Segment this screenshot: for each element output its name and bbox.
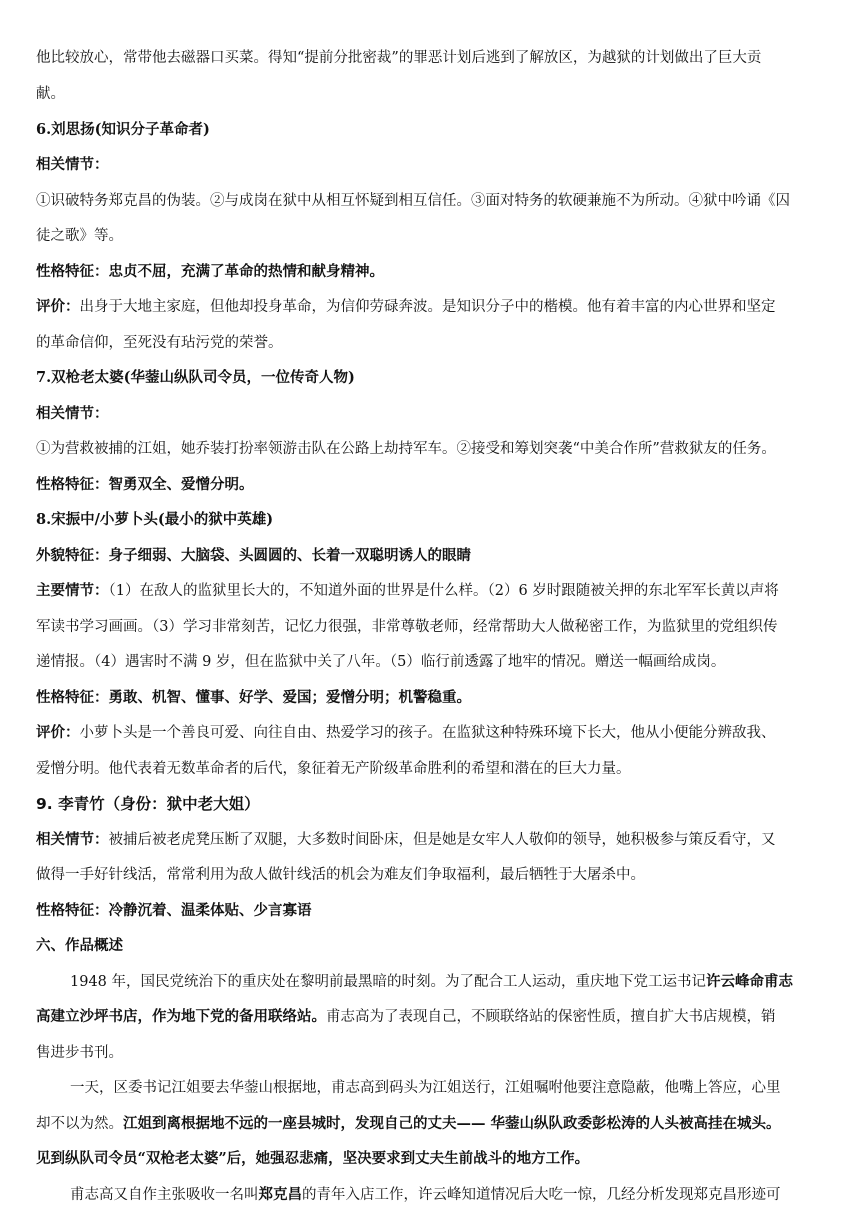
paragraph-line: 售进步书刊。 bbox=[36, 1045, 123, 1061]
inline-text: 1948 年，国民党统治下的重庆处在黎明前最黑暗的时刻。为了配合工人运动，重庆地下党工运书记 bbox=[70, 974, 707, 990]
paragraph-line: ①识破特务郑克昌的伪装。②与成岗在狱中从相互怀疑到相互信任。③面对特务的软硬兼施不为所动。④狱中吟诵《囚 bbox=[36, 193, 790, 209]
paragraph-line: 徒之歌》等。 bbox=[36, 228, 123, 244]
inline-label: 相关情节： bbox=[36, 831, 109, 848]
paragraph-line: ①为营救被捕的江姐，她乔装打扮率领游击队在公路上劫持军车。②接受和筹划突袭“中美合作所”营救狱友的任务。 bbox=[36, 441, 776, 457]
paragraph-line bbox=[36, 830, 824, 850]
inline-emphasis: 许云峰命甫志 bbox=[706, 973, 794, 990]
paragraph-line bbox=[36, 297, 824, 317]
inline-text: 被捕后被老虎凳压断了双腿，大多数时间卧床，但是她是女牢人人敬仰的领导，她积极参与策反看守，又 bbox=[108, 832, 776, 848]
inline-emphasis: 高建立沙坪书店，作为地下党的备用联络站。 bbox=[36, 1008, 326, 1025]
paragraph-line bbox=[36, 581, 824, 601]
inline-text: （1）在敌人的监狱里长大的，不知道外面的世界是什么样。（2）6 岁时跟随被关押的东北军军长黄以声将 bbox=[108, 583, 779, 599]
label-line: 相关情节： bbox=[36, 156, 109, 173]
inline-label: 评价： bbox=[36, 298, 80, 315]
chapter-heading: 六、作品概述 bbox=[36, 937, 123, 954]
paragraph-line: 他比较放心，常带他去磁器口买菜。得知“提前分批密裁”的罪恶计划后逃到了解放区，为越狱的计划做出了巨大贡 bbox=[36, 50, 762, 66]
paragraph-line: 爱憎分明。他代表着无数革命者的后代，象征着无产阶级革命胜利的希望和潜在的巨大力量。 bbox=[36, 761, 631, 777]
section-heading: 9. 李青竹（身份：狱中老大姐） bbox=[36, 795, 260, 813]
paragraph-line bbox=[70, 972, 824, 992]
inline-text: 却不以为然。 bbox=[36, 1116, 123, 1132]
trait-line: 性格特征：忠贞不屈，充满了革命的热情和献身精神。 bbox=[36, 263, 384, 280]
label-line: 相关情节： bbox=[36, 405, 109, 422]
inline-text: 出身于大地主家庭，但他却投身革命，为信仰劳碌奔波。是知识分子中的楷模。他有着丰富的内心世界和坚定 bbox=[79, 299, 776, 315]
paragraph-line: 一天，区委书记江姐要去华蓥山根据地，甫志高到码头为江姐送行，江姐嘱咐他要注意隐蔽，他嘴上答应，心里 bbox=[70, 1080, 781, 1096]
trait-line: 性格特征：勇敢、机智、懂事、好学、爱国；爱憎分明；机警稳重。 bbox=[36, 689, 471, 706]
paragraph-line bbox=[36, 723, 824, 743]
paragraph-line: 做得一手好针线活，常常利用为敌人做针线活的机会为难友们争取福利，最后牺牲于大屠杀中。 bbox=[36, 867, 645, 883]
inline-text: 的青年入店工作，许云峰知道情况后大吃一惊，几经分析发现郑克昌形迹可 bbox=[302, 1187, 781, 1203]
section-heading: 6.刘思扬(知识分子革命者) bbox=[36, 121, 210, 138]
paragraph-line bbox=[70, 1185, 824, 1205]
paragraph-line bbox=[36, 1114, 824, 1134]
section-heading: 7.双枪老太婆(华蓥山纵队司令员，一位传奇人物) bbox=[36, 369, 355, 386]
trait-line: 性格特征：冷静沉着、温柔体贴、少言寡语 bbox=[36, 902, 312, 919]
paragraph-line: 递情报。（4）遇害时不满 9 岁，但在监狱中关了八年。（5）临行前透露了地牢的情况。赠送一幅画给成岗。 bbox=[36, 654, 726, 670]
paragraph-line bbox=[36, 1007, 824, 1027]
inline-label: 评价： bbox=[36, 724, 80, 741]
inline-emphasis: 江姐到离根据地不远的一座县城时，发现自己的丈夫—— 华蓥山纵队政委彭松涛的人头被高挂在城头。 bbox=[123, 1115, 781, 1132]
paragraph-line: 献。 bbox=[36, 86, 65, 102]
trait-line: 外貌特征：身子细弱、大脑袋、头圆圆的、长着一双聪明诱人的眼睛 bbox=[36, 547, 471, 564]
inline-text: 甫志高为了表现自己，不顾联络站的保密性质，擅自扩大书店规模，销 bbox=[326, 1009, 776, 1025]
paragraph-line: 的革命信仰，至死没有玷污党的荣誉。 bbox=[36, 335, 283, 351]
paragraph-line: 见到纵队司令员“双枪老太婆”后，她强忍悲痛，坚决要求到丈夫生前战斗的地方工作。 bbox=[36, 1150, 590, 1167]
inline-emphasis: 郑克昌 bbox=[258, 1186, 302, 1203]
inline-text: 甫志高又自作主张吸收一名叫 bbox=[70, 1187, 259, 1203]
paragraph-line: 军读书学习画画。（3）学习非常刻苦，记忆力很强，非常尊敬老师，经常帮助大人做秘密工作，为监狱里的党组织传 bbox=[36, 619, 778, 635]
inline-label: 主要情节： bbox=[36, 582, 109, 599]
inline-text: 小萝卜头是一个善良可爱、向往自由、热爱学习的孩子。在监狱这种特殊环境下长大，他从小便能分辨敌我、 bbox=[79, 725, 776, 741]
trait-line: 性格特征：智勇双全、爱憎分明。 bbox=[36, 476, 254, 493]
section-heading: 8.宋振中/小萝卜头(最小的狱中英雄) bbox=[36, 511, 274, 528]
